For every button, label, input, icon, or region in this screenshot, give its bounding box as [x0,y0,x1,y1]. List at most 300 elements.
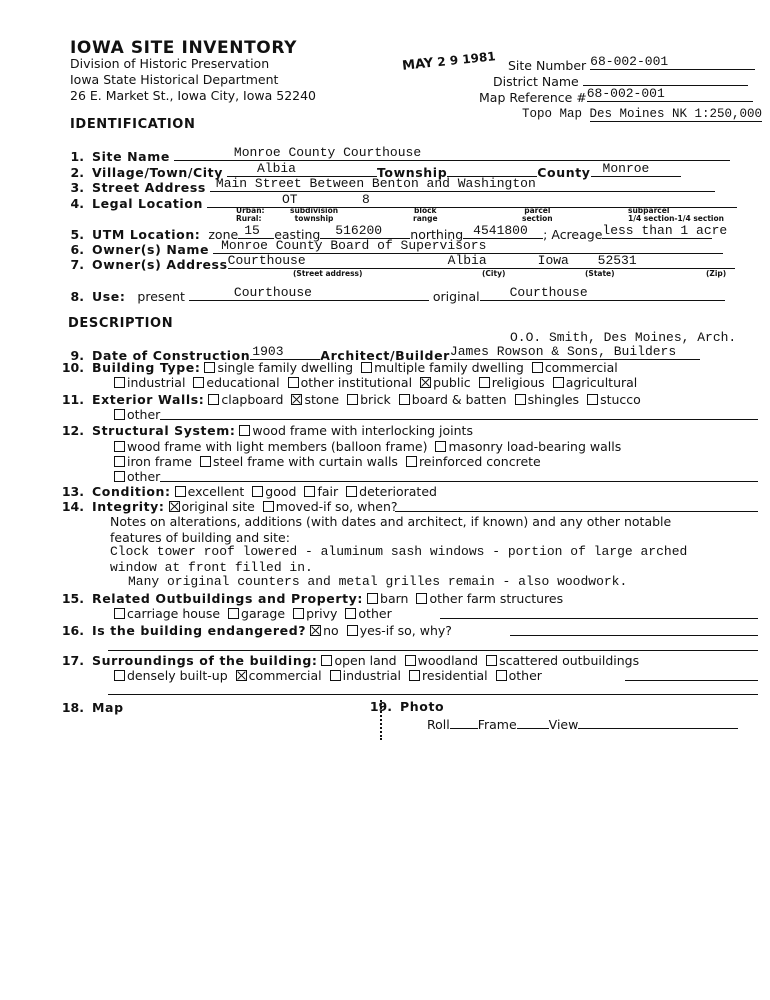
checkbox-label: residential [422,668,488,683]
surroundings-options-2 [114,668,550,683]
checkbox-option[interactable] [114,469,160,484]
checkbox-label: moved-if so, when? [275,499,398,514]
checkbox-label: yes-if so, why? [359,623,452,638]
org-division: Division of Historic Preservation [70,56,270,71]
checkbox-option[interactable] [169,499,255,514]
use-label: Use: [92,289,126,304]
acreage-value: less than 1 acre [602,223,728,238]
easting-field[interactable] [320,224,410,239]
checkbox-label: clapboard [221,392,284,407]
item-number: 3. [70,180,84,195]
subparcel-caption [628,207,724,223]
unchecked-box-icon[interactable] [587,394,598,405]
use-row [58,286,725,304]
checkbox-label: scattered outbuildings [499,653,640,668]
org-address: 26 E. Market St., Iowa City, Iowa 52240 [70,88,317,103]
checkbox-option[interactable] [330,668,401,683]
unchecked-box-icon[interactable] [252,486,263,497]
item-number: 13. [61,484,84,499]
subdivision-value: OT [282,192,298,207]
other-line [440,618,758,619]
zip-caption: (Zip) [706,269,727,278]
checkbox-option[interactable] [515,392,579,407]
endangered-row [58,623,460,638]
checkbox-option[interactable] [293,606,337,621]
checkbox-option[interactable] [420,375,471,390]
checkbox-label: agricultural [565,375,638,390]
checkbox-option[interactable] [532,360,618,375]
map-reference-label: Map Reference # [479,90,587,105]
subdivision-caption [290,207,338,223]
description-heading: DESCRIPTION [68,316,174,331]
checkbox-option[interactable] [200,454,398,469]
structural-row [58,423,481,438]
checkbox-option[interactable] [236,668,322,683]
outbuildings-options [367,591,571,606]
outbuildings-row [58,591,571,606]
unchecked-box-icon[interactable] [114,441,125,452]
legal-location-label: Legal Location [92,196,204,211]
outbuildings-label: Related Outbuildings and Property: [92,591,364,606]
structural-options-2 [114,439,629,454]
checkbox-label: other [358,606,392,621]
checkbox-option[interactable] [114,407,160,422]
unchecked-box-icon[interactable] [486,655,497,666]
easting-value: 516200 [335,223,383,238]
checkbox-label: woodland [417,653,479,668]
city-caption: (City) [482,269,506,278]
unchecked-box-icon[interactable] [435,441,446,452]
site-number-field[interactable] [590,55,755,70]
item-number: 7. [70,257,84,272]
frame-field[interactable] [517,714,549,729]
checkbox-option[interactable] [175,484,245,499]
item-number: 5. [70,227,84,242]
original-use-field[interactable] [480,286,725,301]
structural-options-3 [114,454,549,469]
item-number: 18. [61,700,84,715]
checkbox-label: board & batten [411,392,507,407]
acreage-field[interactable] [602,223,728,239]
site-number-value: 68-002-001 [590,54,669,69]
divider [108,650,758,651]
structural-label: Structural System: [92,423,236,438]
view-label: View [548,717,579,732]
unchecked-box-icon[interactable] [204,362,215,373]
unchecked-box-icon[interactable] [347,625,358,636]
unchecked-box-icon[interactable] [193,377,204,388]
unchecked-box-icon[interactable] [200,456,211,467]
checkbox-option[interactable] [435,439,621,454]
checkbox-label: deteriorated [359,484,437,499]
caption: township [294,214,334,223]
building-type-options [204,360,625,375]
unchecked-box-icon[interactable] [114,377,125,388]
building-type-options-2 [114,375,645,390]
checkbox-option[interactable] [406,454,541,469]
date-stamp [401,49,496,74]
checkbox-option[interactable] [479,375,545,390]
urban-caption: Urban: [236,206,265,215]
map-section [58,700,124,715]
site-name-value: Monroe County Courthouse [233,145,422,160]
other-line [625,680,758,681]
checkbox-option[interactable] [288,375,412,390]
owner-state-value: Iowa [537,253,569,268]
checkbox-label: steel frame with curtain walls [212,454,398,469]
checkbox-option[interactable] [193,375,279,390]
frame-label: Frame [477,717,517,732]
unchecked-box-icon[interactable] [409,670,420,681]
checkbox-label: reinforced concrete [418,454,541,469]
checkbox-option[interactable] [486,653,639,668]
building-type-label: Building Type: [92,360,201,375]
architect-label: Architect/Builder [320,348,450,363]
checkbox-label: single family dwelling [217,360,354,375]
township-field[interactable] [447,162,537,177]
unchecked-box-icon[interactable] [239,425,250,436]
checkbox-label: shingles [527,392,580,407]
checkbox-label: brick [360,392,391,407]
owner-name-value: Monroe County Board of Supervisors [221,238,487,253]
item-number: 2. [70,165,84,180]
checkbox-label: other institutional [300,375,413,390]
owner-name-field[interactable] [213,239,723,254]
zone-label: zone [208,227,239,242]
checked-box-icon[interactable] [291,394,302,405]
view-field[interactable] [578,714,738,729]
checkbox-option[interactable] [361,360,524,375]
stamp-date: 2 9 1981 [436,49,497,70]
owner-zip-value: 52531 [597,253,637,268]
checkbox-option[interactable] [291,392,339,407]
village-field[interactable] [227,162,377,177]
integrity-row [58,499,406,514]
condition-options [175,484,445,499]
checkbox-option[interactable] [304,484,338,499]
utm-label: UTM Location: [92,227,201,242]
condition-row [58,484,445,499]
item-number: 8. [70,289,84,304]
present-label: present [137,289,185,304]
street-caption: (Street address) [293,269,363,278]
map-reference-field[interactable] [587,87,753,102]
note-line: window at front filled in. [110,560,313,575]
checkbox-option[interactable] [208,392,283,407]
rural-caption: Rural: [236,214,262,223]
unchecked-box-icon[interactable] [293,608,304,619]
building-type-row [58,360,626,375]
date-field[interactable] [250,345,320,360]
checkbox-label: open land [334,653,397,668]
checkbox-label: wood frame with light members (balloon frame) [127,439,428,454]
unchecked-box-icon[interactable] [114,608,125,619]
checkbox-option[interactable] [114,606,220,621]
caption: section [522,214,553,223]
unchecked-box-icon[interactable] [114,471,125,482]
unchecked-box-icon[interactable] [406,456,417,467]
item-number: 6. [70,242,84,257]
roll-label: Roll [427,717,450,732]
easting-label: easting [274,227,321,242]
checkbox-option[interactable] [252,484,296,499]
item-number: 19. [369,699,392,714]
owner-address-label: Owner(s) Address [92,257,228,272]
caption: 1/4 section-1/4 section [628,214,724,223]
checkbox-option[interactable] [405,653,478,668]
unchecked-box-icon[interactable] [553,377,564,388]
checked-box-icon[interactable] [420,377,431,388]
unchecked-box-icon[interactable] [346,486,357,497]
caption: subdivision [290,206,339,215]
checkbox-option[interactable] [347,623,452,638]
unchecked-box-icon[interactable] [114,409,125,420]
unchecked-box-icon[interactable] [479,377,490,388]
unchecked-box-icon[interactable] [367,593,378,604]
zone-field[interactable] [238,224,274,239]
zone-value: 15 [244,223,260,238]
notes-label-2: features of building and site: [110,530,290,545]
surroundings-label: Surroundings of the building: [92,653,318,668]
original-use-value: Courthouse [509,285,588,300]
acreage-label: ; Acreage [543,227,603,242]
endangered-options [310,623,460,638]
street-address-value: Main Street Between Benton and Washington [215,176,536,191]
divider [108,694,758,695]
item-number: 11. [61,392,84,407]
checkbox-label: original site [181,499,255,514]
checkbox-option[interactable] [587,392,641,407]
identification-heading: IDENTIFICATION [70,117,196,132]
checkbox-option[interactable] [239,423,473,438]
checkbox-label: barn [380,591,409,606]
checkbox-option[interactable] [321,653,396,668]
checkbox-option[interactable] [346,484,437,499]
map-label: Map [92,700,124,715]
item-number: 4. [70,196,84,211]
township-label: Township [376,165,448,180]
condition-label: Condition: [92,484,171,499]
checkbox-label: wood frame with interlocking joints [252,423,473,438]
unchecked-box-icon[interactable] [208,394,219,405]
unchecked-box-icon[interactable] [263,501,274,512]
checkbox-option[interactable] [409,668,488,683]
district-field[interactable] [583,71,748,86]
checkbox-label: other [127,469,161,484]
unchecked-box-icon[interactable] [228,608,239,619]
item-number: 17. [61,653,84,668]
map-reference-row [479,87,753,105]
checkbox-option[interactable] [496,668,542,683]
county-label: County [537,165,591,180]
exterior-walls-row [58,392,649,407]
checkbox-option[interactable] [263,499,398,514]
checkbox-label: excellent [187,484,245,499]
checkbox-label: commercial [248,668,322,683]
item-number: 15. [61,591,84,606]
form-title: IOWA SITE INVENTORY [70,38,298,58]
org-department: Iowa State Historical Department [70,72,279,87]
integrity-label: Integrity: [92,499,165,514]
checkbox-option[interactable] [345,606,391,621]
urban-rural-caption [236,207,265,223]
outbuildings-options-2 [114,606,400,621]
checkbox-label: no [323,623,339,638]
checkbox-option[interactable] [114,375,185,390]
item-number: 1. [70,149,84,164]
village-label: Village/Town/City [92,165,223,180]
checkbox-option[interactable] [416,591,563,606]
unchecked-box-icon[interactable] [175,486,186,497]
checkbox-label: iron frame [127,454,192,469]
checkbox-option[interactable] [114,454,192,469]
item-number: 14. [61,499,84,514]
northing-label: northing [410,227,464,242]
checkbox-label: other farm structures [429,591,564,606]
unchecked-box-icon[interactable] [288,377,299,388]
owner-address-row [58,254,735,272]
integrity-options [169,499,406,514]
parcel-caption [522,207,553,223]
checkbox-label: masonry load-bearing walls [448,439,622,454]
unchecked-box-icon[interactable] [321,655,332,666]
checkbox-label: good [265,484,297,499]
checkbox-option[interactable] [553,375,638,390]
unchecked-box-icon[interactable] [345,608,356,619]
owner-street-value: Courthouse [227,253,306,268]
architect-field[interactable] [450,345,700,360]
item-number: 10. [61,360,84,375]
unchecked-box-icon[interactable] [114,670,125,681]
why-line [510,635,758,636]
checkbox-label: religious [491,375,545,390]
checkbox-option[interactable] [228,606,285,621]
checkbox-option[interactable] [310,623,339,638]
unchecked-box-icon[interactable] [399,394,410,405]
unchecked-box-icon[interactable] [114,456,125,467]
unchecked-box-icon[interactable] [496,670,507,681]
checkbox-label: multiple family dwelling [374,360,524,375]
topo-map-label: Topo Map [522,107,583,121]
photo-section [366,699,444,714]
checkbox-label: public [433,375,471,390]
county-value: Monroe [602,161,650,176]
topo-map-row [522,107,762,122]
checkbox-option[interactable] [367,591,408,606]
architect-value: James Rowson & Sons, Builders [449,344,677,359]
checkbox-label: other [127,407,161,422]
state-caption: (State) [585,269,615,278]
owner-city-value: Albia [447,253,487,268]
caption: range [413,214,438,223]
roll-field[interactable] [450,714,478,729]
checkbox-option[interactable] [114,668,228,683]
present-use-field[interactable] [189,286,429,301]
unchecked-box-icon[interactable] [347,394,358,405]
unchecked-box-icon[interactable] [361,362,372,373]
construction-label: Date of Construction [92,348,251,363]
block-value: 8 [362,192,370,207]
northing-field[interactable] [463,224,543,239]
checkbox-label: garage [241,606,286,621]
street-address-field[interactable] [210,177,715,192]
surroundings-options [321,653,647,668]
street-address-label: Street Address [92,180,206,195]
checkbox-option[interactable] [114,439,427,454]
map-reference-value: 68-002-001 [586,86,665,101]
checkbox-label: densely built-up [127,668,228,683]
original-label: original [432,289,480,304]
unchecked-box-icon[interactable] [304,486,315,497]
checkbox-label: educational [206,375,280,390]
checkbox-label: carriage house [127,606,221,621]
exterior-walls-options [208,392,648,407]
unchecked-box-icon[interactable] [515,394,526,405]
surroundings-row [58,653,647,668]
caption: parcel [524,206,551,215]
endangered-label: Is the building endangered? [92,623,307,638]
district-label: District Name [493,74,579,89]
checked-box-icon[interactable] [310,625,321,636]
photo-fields [427,714,738,732]
checkbox-option[interactable] [399,392,507,407]
unchecked-box-icon[interactable] [330,670,341,681]
site-number-label: Site Number [508,58,587,73]
note-line: Many original counters and metal grilles remain - also woodwork. [128,574,628,589]
checkbox-label: fair [317,484,339,499]
checkbox-option[interactable] [347,392,391,407]
note-line: Clock tower roof lowered - aluminum sash windows - portion of large arched [110,544,688,559]
site-name-field[interactable] [174,146,730,161]
stamp-month: MAY [401,55,435,74]
date-value: 1903 [252,344,284,359]
checked-box-icon[interactable] [236,670,247,681]
checkbox-label: stone [304,392,340,407]
unchecked-box-icon[interactable] [532,362,543,373]
unchecked-box-icon[interactable] [416,593,427,604]
item-number: 16. [61,623,84,638]
moved-line [395,511,758,512]
architect-note: O.O. Smith, Des Moines, Arch. [510,330,737,345]
other-line [160,481,758,482]
caption: subparcel [628,206,670,215]
caption: block [414,206,437,215]
checked-box-icon[interactable] [169,501,180,512]
village-value: Albia [256,161,296,176]
topo-map-value: Des Moines NK 1:250,000 [589,107,763,121]
checkbox-label: industrial [342,668,402,683]
unchecked-box-icon[interactable] [405,655,416,666]
checkbox-label: stucco [600,392,641,407]
northing-value: 4541800 [473,223,528,238]
site-name-label: Site Name [92,149,170,164]
checkbox-label: industrial [127,375,186,390]
present-use-value: Courthouse [233,285,312,300]
notes-label: Notes on alterations, additions (with dates and architect, if known) and any other notable [110,514,672,529]
photo-label: Photo [400,699,445,714]
checkbox-label: commercial [544,360,618,375]
exterior-walls-label: Exterior Walls: [92,392,205,407]
structural-options [239,423,481,438]
owner-name-label: Owner(s) Name [92,242,210,257]
county-field[interactable] [591,162,681,177]
checkbox-label: other [508,668,542,683]
other-line [160,419,758,420]
block-caption [413,207,438,223]
checkbox-option[interactable] [204,360,353,375]
checkbox-label: privy [306,606,338,621]
owner-address-field[interactable] [228,254,735,269]
